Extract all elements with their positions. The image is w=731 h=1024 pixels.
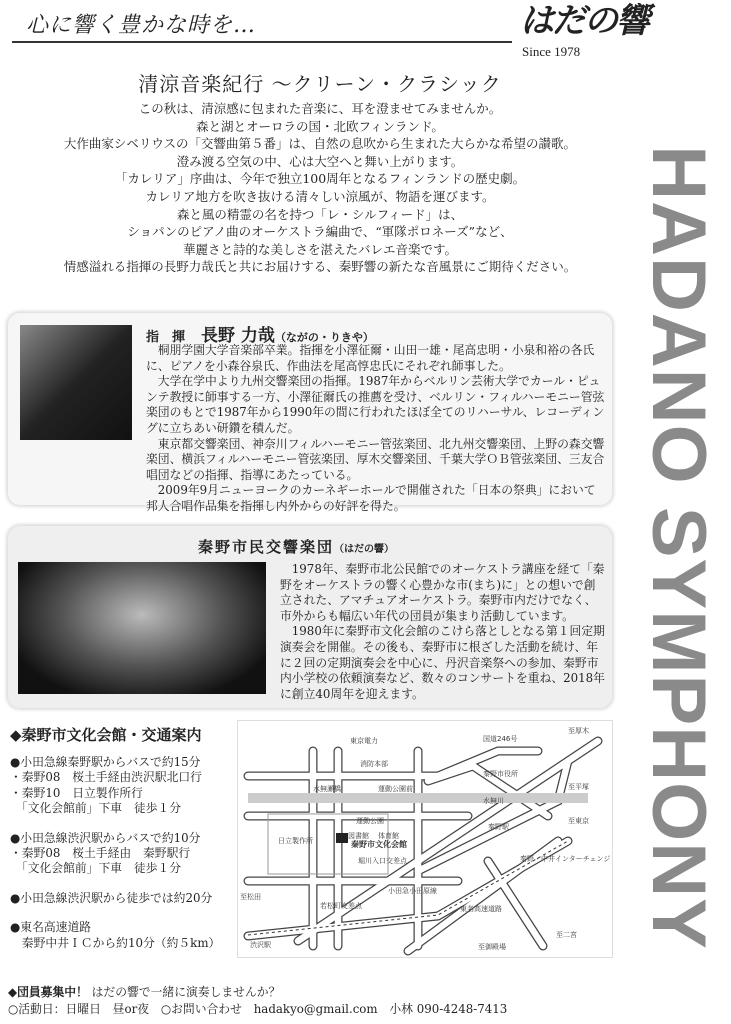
vertical-title [635, 80, 721, 1015]
map-label: 水無川 [483, 797, 504, 805]
activity-info: ○活動日：日曜日 昼or夜 [8, 1002, 150, 1016]
recruit-heading: ◆団員募集中！ [8, 985, 88, 999]
access-line: ●小田急線渋沢駅から徒歩では約20分 [10, 890, 213, 905]
footer [8, 984, 507, 1018]
intro-line: この秋は、清涼感に包まれた音楽に、耳を澄ませてみませんか。 [138, 101, 502, 116]
venue-marker [336, 833, 348, 843]
map-label: 至二宮 [556, 931, 577, 939]
map-label: 秦野市役所 [483, 770, 518, 778]
access-line: ●小田急線秦野駅からバスで約15分 [10, 755, 201, 769]
map-label: 至東京 [568, 817, 589, 825]
intro-line: 森と湖とオーロラの国・北欧フィンランド。 [196, 118, 444, 134]
map-label: 渋沢駅 [250, 941, 271, 949]
map-label: 至御殿場 [478, 943, 506, 951]
map-label: 消防本部 [360, 760, 388, 768]
access-line: ●小田急線渋沢駅からバスで約10分 [10, 830, 201, 845]
map-label: 至平塚 [568, 783, 589, 791]
map-label: 秦野・中井インターチェンジ [520, 855, 611, 863]
orchestra-name: 秦野市民交響楽団 [198, 538, 335, 556]
vertical-title-text: HADANO SYMPHONY [635, 145, 721, 950]
access-line: ・秦野08 桜土手経由 秦野駅行 [10, 846, 191, 861]
map-label: 東京電力 [350, 737, 378, 745]
bio-paragraph: 2009年9月ニューヨークのカーネギーホールで開催された「日本の祭典」において邦人合唱作品集を指揮し内外からの好評を得た。 [146, 483, 596, 513]
orchestra-box [8, 526, 612, 708]
conductor-photo [20, 325, 132, 440]
intro-line: ショパンのピアノ曲のオーケストラ編曲で、“軍隊ポロネーズ”など、 [127, 224, 513, 240]
intro-line: 情感溢れる指揮の長野力哉氏と共にお届けする、秦野響の新たな音風景にご期待ください。 [63, 259, 577, 275]
intro-line: 大作曲家シベリウスの「交響曲第５番」は、自然の息吹から生まれた大らかな希望の讃歌。 [63, 136, 577, 152]
intro-line: 森と風の精霊の名を持つ「レ・シルフィード」は、 [176, 206, 464, 222]
access-line: ・秦野08 桜土手経由渋沢駅北口行 [10, 770, 202, 785]
map-label: 小田急小田原線 [388, 887, 437, 895]
map-label: 秦野市文化会館 [351, 840, 407, 849]
concert-title: 清涼音楽紀行 〜クリーン・クラシック [138, 72, 502, 96]
access-line: 秦野中井ＩＣから約10分（約５km） [10, 935, 221, 950]
intro-line: 華麗さと詩的な美しさを湛えたバレエ音楽です。 [182, 241, 457, 257]
conductor-bio [146, 343, 606, 515]
conductor-name: 長野 力哉 [201, 326, 275, 346]
bio-paragraph: 大学在学中より九州交響楽団の指揮。1987年からベルリン芸術大学でカール・ピュンテ教授に師事する一方、小澤征爾氏の推薦を受け、ベルリン・フィルハーモニー管弦楽団のもとで1987年から1990年の間に行われたほぼ全てのリハーサル、レコーディングに立ちあい研鑽を積んだ。 [146, 374, 605, 435]
map-label: 国道246号 [483, 735, 518, 743]
map-label: 至厚木 [568, 727, 589, 735]
access-title: ◆秦野市文化会館・交通案内 [10, 726, 202, 744]
access-list [10, 755, 220, 965]
map-svg [238, 721, 612, 957]
orchestra-paragraph: 1980年に秦野市文化会館のこけら落としとなる第１回定期演奏会を開催。その後も、秦野市に根ざした活動を続け、年に２回の定期演奏会を中心に、丹沢音楽祭への参加、秦野市内小学校の依頼演奏など、数々のコンサートを重ね、2018年に創立40周年を迎えます。 [280, 624, 605, 701]
intro-line: カレリア地方を吹き抜ける清々しい涼風が、物語を運びます。 [145, 188, 495, 204]
intro-line: 「カレリア」序曲は、今年で独立100周年となるフィンランドの歴史劇。 [114, 171, 526, 187]
conductor-reading: （ながの・りきや） [274, 331, 374, 344]
access-map [237, 720, 613, 958]
orchestra-text [280, 562, 606, 702]
map-label: 運動公園前 [378, 785, 413, 793]
intro-text [20, 100, 620, 276]
map-label: 体育館 [378, 832, 399, 840]
since-label: Since 1978 [522, 44, 581, 59]
conductor-role: 指 揮 [146, 330, 186, 345]
map-label: 至松田 [240, 893, 261, 901]
orchestra-heading [198, 536, 394, 557]
orchestra-photo [18, 562, 266, 694]
tagline: 心に響く豊かな時を… [26, 13, 257, 38]
map-label: 日立製作所 [278, 837, 313, 845]
map-label: 堀川入口交差点 [358, 857, 407, 865]
bio-paragraph: 東京都交響楽団、神奈川フィルハーモニー管弦楽団、北九州交響楽団、上野の森交響楽団、横浜フィルハーモニー管弦楽団、厚木交響楽団、千葉大学ＯＢ管弦楽団、三友合唱団などの指揮、指導にあたっている。 [146, 436, 605, 482]
access-line: ●東名高速道路 [10, 920, 92, 935]
conductor-box [8, 313, 612, 513]
access-line: 「文化会館前」下車 徒歩１分 [10, 801, 182, 816]
header-rule [12, 41, 512, 43]
access-line: ・秦野10 日立製作所行 [10, 785, 143, 800]
bio-paragraph: 桐朋学園大学音楽部卒業。指揮を小澤征爾・山田一雄・尾高忠明・小泉和裕の各氏に、ピアノを小森谷泉氏、作曲法を尾高惇忠氏にそれぞれ師事した。 [146, 343, 595, 373]
map-label: 水無瀬橋 [313, 785, 341, 793]
intro-line: 澄み渡る空気の中、心は大空へと舞い上がります。 [176, 153, 464, 169]
river [248, 793, 588, 803]
recruit-text: はだの響で一緒に演奏しませんか？ [91, 985, 281, 999]
map-label: 若松町交差点 [320, 902, 362, 910]
access-line: 「文化会館前」下車 徒歩１分 [10, 861, 182, 876]
orchestra-sub: （はだの響） [334, 544, 395, 555]
map-label: 東名高速道路 [460, 905, 502, 913]
map-label: 図書館 [348, 832, 369, 840]
orchestra-paragraph: 1978年、秦野市北公民館でのオーケストラ講座を経て「秦野をオーケストラの響く心豊かな市(まち)に」との想いで創立された、アマチュアオーケストラ。秦野市内だけでなく、市外からも幅広い年代の団員が集まり活動しています。 [280, 562, 605, 623]
map-label: 秦野駅 [488, 823, 509, 831]
contact-info: ○お問い合わせ hadakyo@gmail.com 小林 090-4248-7413 [160, 1002, 508, 1016]
map-label: 運動公園 [356, 817, 384, 825]
logo: はだの響 [520, 1, 648, 41]
